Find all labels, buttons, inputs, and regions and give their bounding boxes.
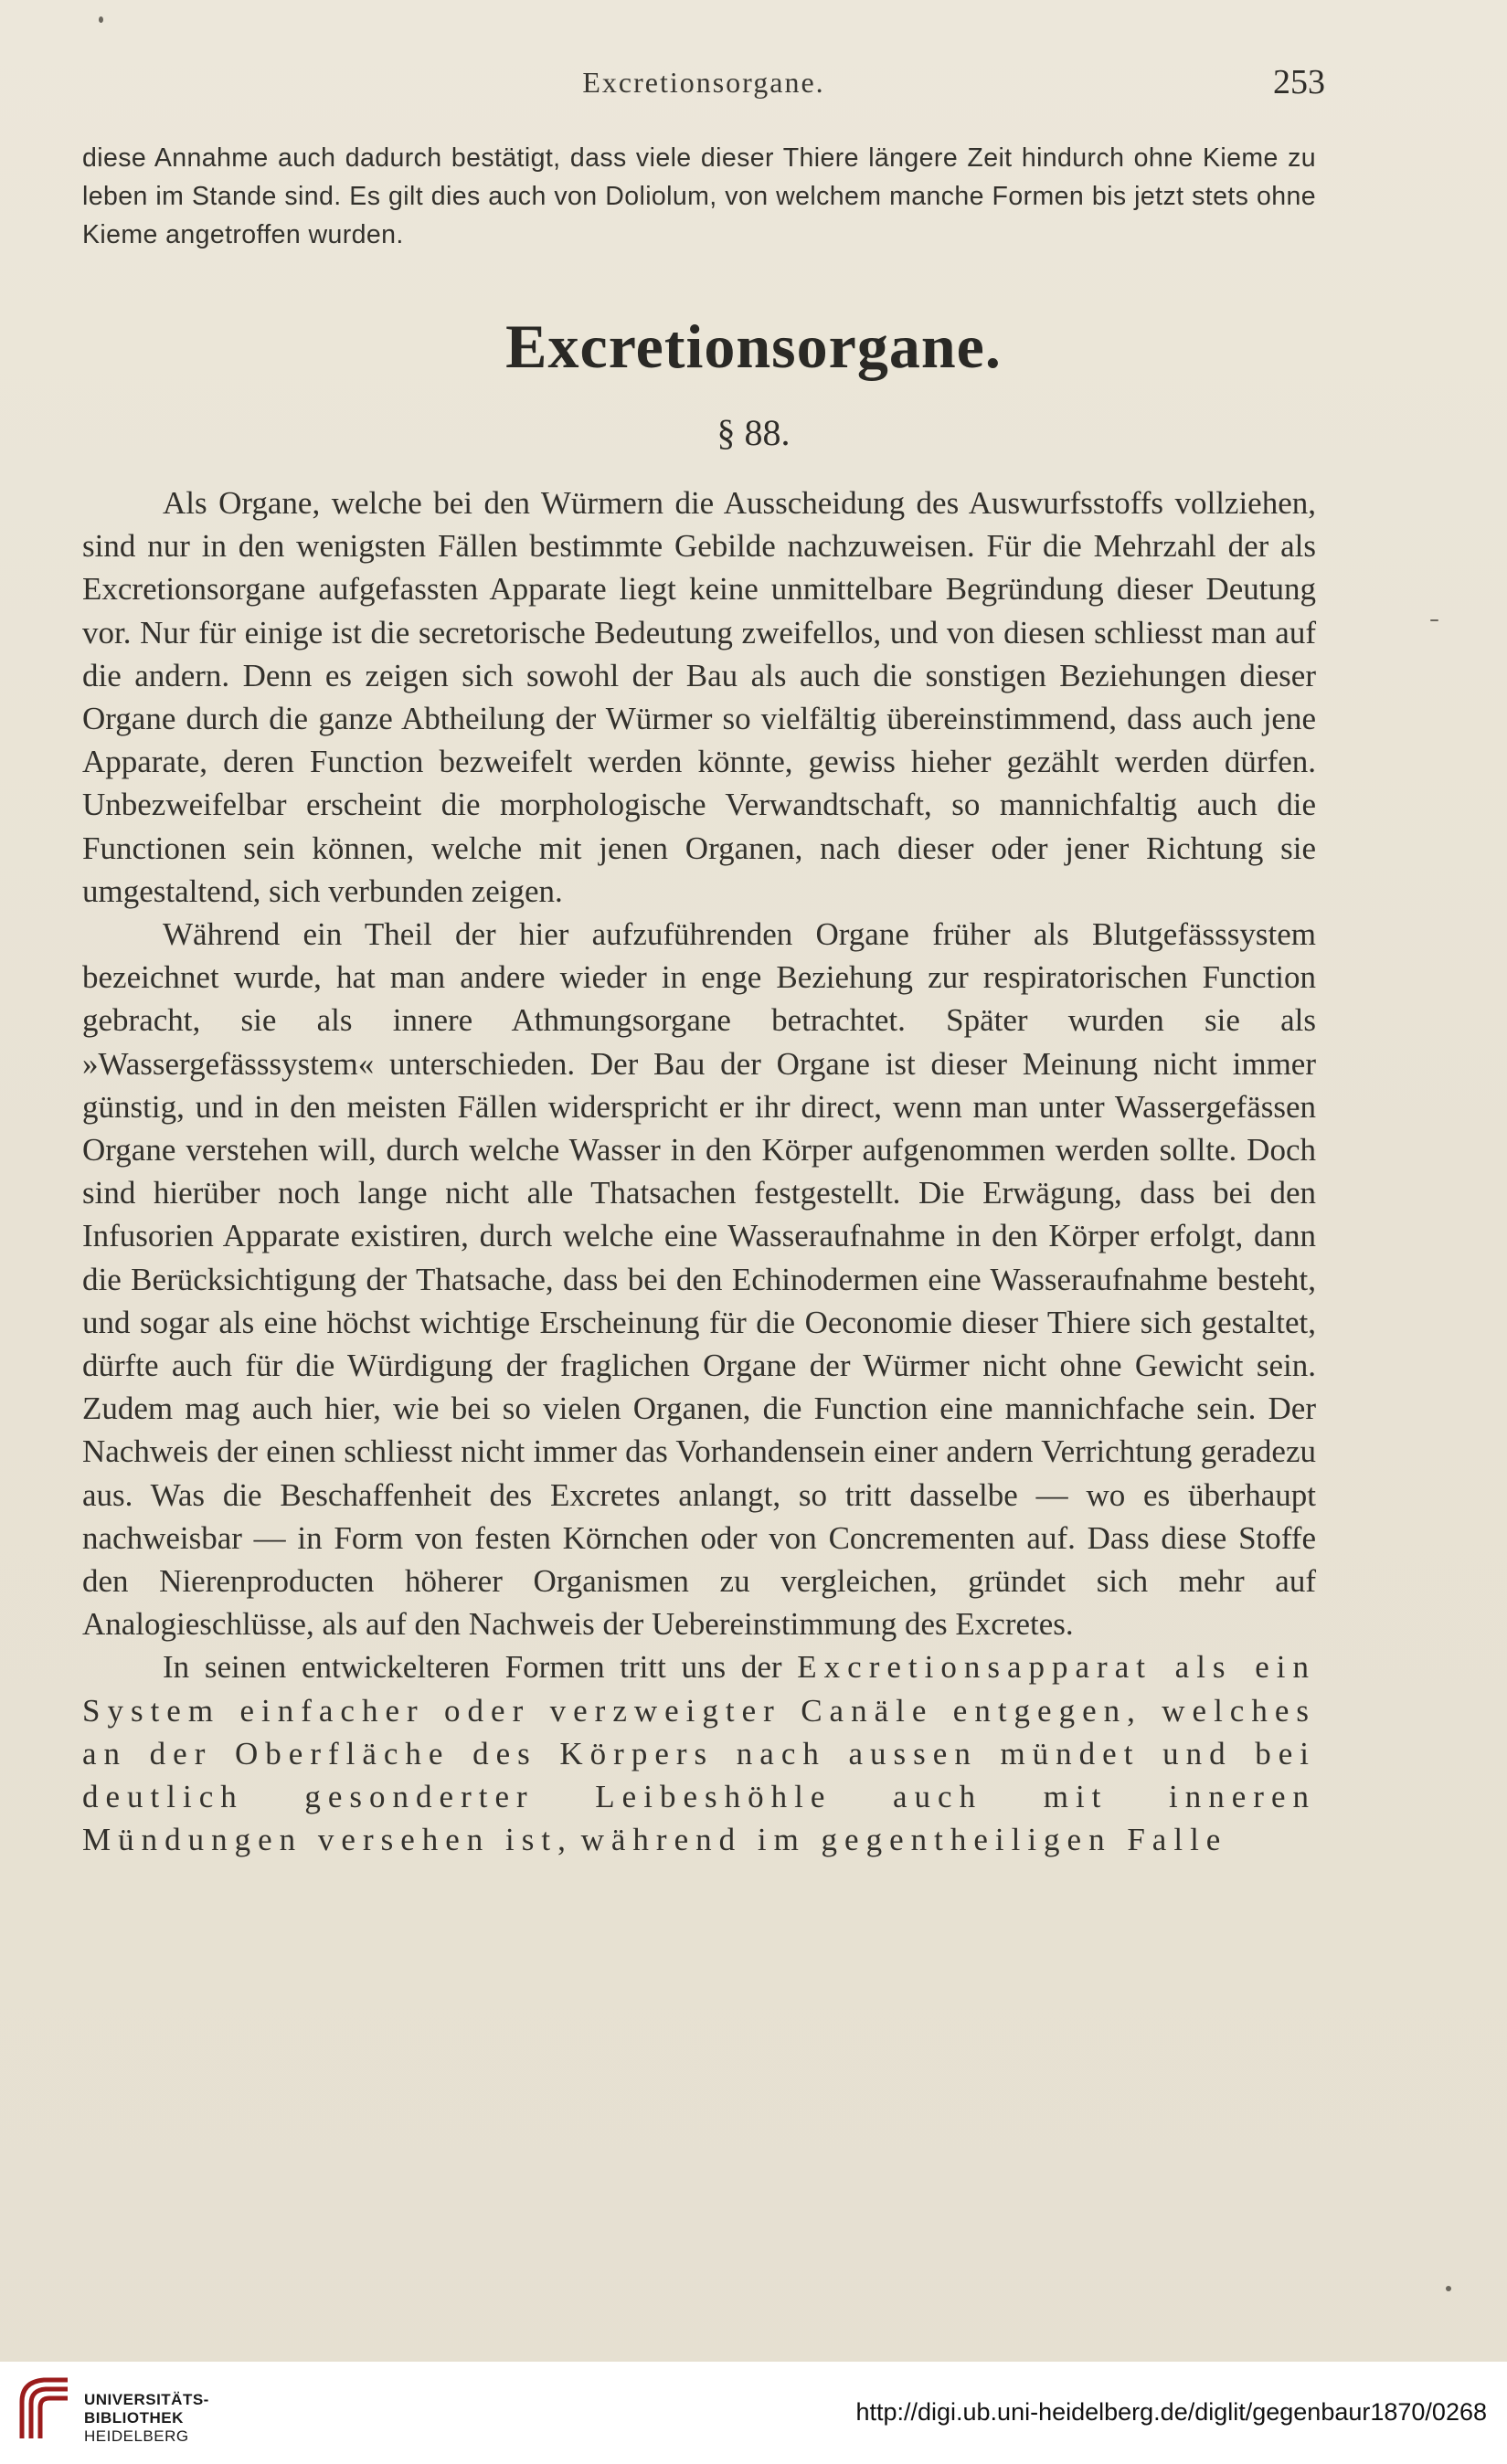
paragraph: [82, 1645, 1316, 1861]
permalink-url[interactable]: http://digi.ub.uni-heidelberg.de/diglit/gegenbaur1870/0268: [855, 2398, 1487, 2426]
scan-speck: [99, 16, 103, 23]
library-name: [84, 2391, 209, 2446]
paragraph: Während ein Theil der hier aufzuführenden Organe früher als Blutgefässsystem bezeichnet wurde, hat man andere wieder in enge Beziehung zur respiratorischen Function gebracht, sie als innere Athmungsorgane betrachtet. Später wurden sie als »Wassergefässsystem« unterschieden. Der Bau der Organe ist dieser Meinung nicht immer günstig, und in den meisten Fällen widerspricht er ihr direct, wenn man unter Wassergefässen Organe verstehen will, durch welche Wasser in den Körper aufgenommen werden sollte. Doch sind hierüber noch lange nicht alle Thatsachen festgestellt. Die Erwägung, dass bei den Infusorien Apparate existiren, durch welche eine Wasseraufnahme in den Körper erfolgt, dann die Berücksichtigung der Thatsache, dass bei den Echinodermen eine Wasseraufnahme besteht, und sogar als eine höchst wichtige Erscheinung für die Oeconomie dieser Thiere sich gestaltet, dürfte auch für die Würdigung der fraglichen Organe der Würmer nicht ohne Gewicht sein. Zudem mag auch hier, wie bei so vielen Organen, die Function eine mannichfache sein. Der Nachweis der einen schliesst nicht immer das Vorhandensein einer andern Verrichtung geradezu aus. Was die Beschaffenheit des Excretes anlangt, so tritt dasselbe — wo es überhaupt nachweisbar — in Form von festen Körnchen oder von Concrementen auf. Dass diese Stoffe den Nierenproducten höherer Organismen zu vergleichen, gründet sich mehr auf Analogieschlüsse, als auf den Nachweis der Uebereinstimmung des Excretes.: [82, 916, 1316, 1643]
scan-speck: [1430, 619, 1438, 621]
running-title: Excretionsorgane.: [582, 66, 825, 99]
library-line: UNIVERSITÄTS-: [84, 2391, 209, 2408]
body-text: [82, 481, 1316, 1862]
paragraph-start: In seinen entwickelteren Formen tritt uns der: [163, 1649, 782, 1686]
paragraph: Als Organe, welche bei den Würmern die Ausscheidung des Auswurfsstoffs vollziehen, sind nur in den wenigsten Fällen bestimmte Gebilde nachzuweisen. Für die Mehrzahl der als Excretionsorgane aufgefassten Apparate liegt keine unmittelbare Begründung dieser Deutung vor. Nur für einige ist die secretorische Bedeutung zweifellos, und von diesen schliesst man auf die andern. Denn es zeigen sich sowohl der Bau als auch die sonstigen Beziehungen dieser Organe durch die ganze Abtheilung der Würmer so vielfältig übereinstimmend, dass auch jene Apparate, deren Function bezweifelt werden könnte, gewiss hieher gezählt werden dürfen. Unbezweifelbar erscheint die morphologische Verwandtschaft, so mannichfaltig auch die Functionen sein können, welche mit jenen Organen, nach dieser oder jener Richtung sie umgestaltend, sich verbunden zeigen.: [82, 485, 1316, 909]
library-line: BIBLIOTHEK: [84, 2409, 184, 2427]
paragraph-end: während im gegentheiligen Falle: [580, 1822, 1228, 1858]
library-line: HEIDELBERG: [84, 2427, 189, 2445]
section-number: § 88.: [716, 412, 791, 453]
spaced-emphasis: Excretionsapparat als ein System einfacher oder verzweigter Canäle entgegen, welches an der Oberfläche des Körpers nach aussen mündet und bei deutlich gesonderter Leibeshöhle auch mit inneren Mündungen versehen ist,: [82, 1649, 1317, 1858]
library-logo-icon: [16, 2374, 73, 2444]
running-head: [82, 63, 1325, 111]
intro-paragraph: diese Annahme auch dadurch bestätigt, dass viele dieser Thiere längere Zeit hindurch ohne Kieme zu leben im Stande sind. Es gilt dies auch von Doliolum, von welchem manche Formen bis jetzt stets ohne Kieme angetroffen wurden.: [82, 143, 1316, 249]
footer-bar: [0, 2362, 1507, 2464]
chapter-heading: Excretionsorgane.: [505, 312, 1002, 381]
scan-speck: [1446, 2286, 1451, 2291]
page-number: 253: [1273, 63, 1325, 101]
